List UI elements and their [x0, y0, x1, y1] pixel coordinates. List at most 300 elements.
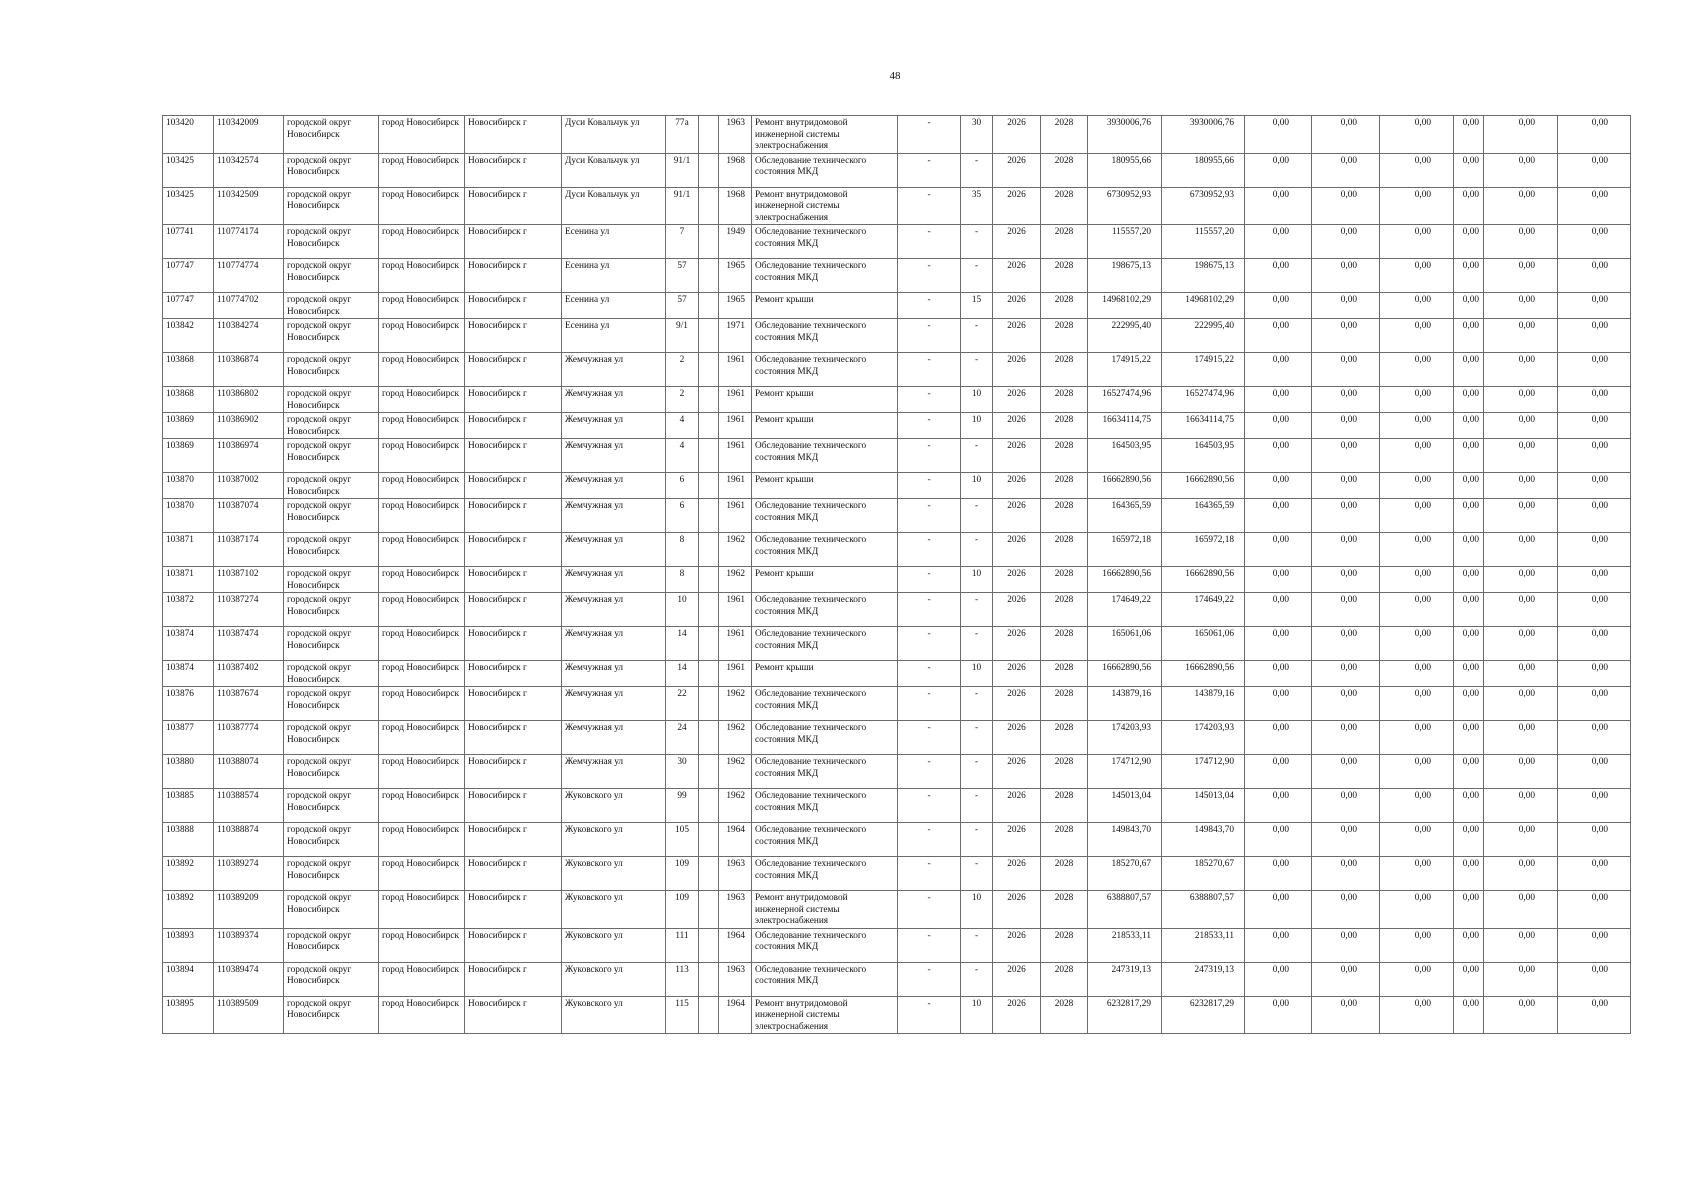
end-year-cell: 2028	[1041, 293, 1088, 319]
start-year-cell: 2026	[993, 439, 1041, 473]
page-number: 48	[889, 70, 901, 82]
build-year-cell: 1961	[719, 387, 752, 413]
amount-cell-3: 0,00	[1380, 533, 1454, 567]
city-cell: Новосибирск г	[465, 499, 562, 533]
table-row	[163, 823, 1631, 857]
district-cell: городской округ Новосибирск	[284, 353, 379, 387]
amount-cell-1: 0,00	[1245, 259, 1312, 293]
amount-cell-6: 0,00	[1558, 996, 1631, 1034]
row-code-cell: 103425	[163, 187, 214, 225]
row-code-cell: 103870	[163, 473, 214, 499]
total-cost-cell: 145013,04	[1162, 789, 1245, 823]
table-row	[163, 473, 1631, 499]
table-row	[163, 439, 1631, 473]
row-id-cell: 110388574	[214, 789, 284, 823]
end-year-cell: 2028	[1041, 721, 1088, 755]
amount-cell-3: 0,00	[1380, 353, 1454, 387]
work-type-cell: Обследование технического состояния МКД	[752, 225, 898, 259]
street-cell: Жемчужная ул	[562, 353, 666, 387]
table-row	[163, 962, 1631, 996]
work-type-cell: Обследование технического состояния МКД	[752, 319, 898, 353]
term-cell: -	[961, 533, 993, 567]
term-cell: 10	[961, 567, 993, 593]
amount-cell-6: 0,00	[1558, 353, 1631, 387]
table-row	[163, 789, 1631, 823]
city-cell: Новосибирск г	[465, 319, 562, 353]
house-number-cell: 4	[666, 413, 699, 439]
amount-cell-5: 0,00	[1484, 687, 1558, 721]
amount-cell-4: 0,00	[1454, 293, 1484, 319]
term-cell: -	[961, 439, 993, 473]
amount-cell-2: 0,00	[1312, 187, 1380, 225]
start-year-cell: 2026	[993, 473, 1041, 499]
row-id-cell: 110386902	[214, 413, 284, 439]
empty-cell	[699, 533, 719, 567]
row-id-cell: 110388874	[214, 823, 284, 857]
work-type-cell: Обследование технического состояния МКД	[752, 593, 898, 627]
street-cell: Жемчужная ул	[562, 413, 666, 439]
placeholder-cell: -	[898, 533, 961, 567]
amount-cell-4: 0,00	[1454, 225, 1484, 259]
district-cell: городской округ Новосибирск	[284, 259, 379, 293]
table-row	[163, 891, 1631, 929]
amount-cell-2: 0,00	[1312, 789, 1380, 823]
term-cell: 10	[961, 413, 993, 439]
build-year-cell: 1963	[719, 962, 752, 996]
amount-cell-6: 0,00	[1558, 928, 1631, 962]
work-type-cell: Ремонт внутридомовой инженерной системы электроснабжения	[752, 996, 898, 1034]
cost-cell: 218533,11	[1088, 928, 1162, 962]
work-type-cell: Ремонт крыши	[752, 473, 898, 499]
row-code-cell: 103870	[163, 499, 214, 533]
city-cell: Новосибирск г	[465, 567, 562, 593]
cost-cell: 149843,70	[1088, 823, 1162, 857]
table-row	[163, 721, 1631, 755]
city-cell: Новосибирск г	[465, 259, 562, 293]
amount-cell-2: 0,00	[1312, 259, 1380, 293]
amount-cell-2: 0,00	[1312, 533, 1380, 567]
row-id-cell: 110386974	[214, 439, 284, 473]
settlement-cell: город Новосибирск	[379, 567, 465, 593]
row-code-cell: 103869	[163, 413, 214, 439]
amount-cell-5: 0,00	[1484, 387, 1558, 413]
build-year-cell: 1962	[719, 687, 752, 721]
district-cell: городской округ Новосибирск	[284, 593, 379, 627]
cost-cell: 16662890,56	[1088, 473, 1162, 499]
house-number-cell: 99	[666, 789, 699, 823]
amount-cell-5: 0,00	[1484, 293, 1558, 319]
house-number-cell: 9/1	[666, 319, 699, 353]
house-number-cell: 113	[666, 962, 699, 996]
build-year-cell: 1961	[719, 413, 752, 439]
amount-cell-1: 0,00	[1245, 593, 1312, 627]
empty-cell	[699, 187, 719, 225]
empty-cell	[699, 319, 719, 353]
row-code-cell: 103893	[163, 928, 214, 962]
build-year-cell: 1962	[719, 755, 752, 789]
end-year-cell: 2028	[1041, 857, 1088, 891]
row-code-cell: 103892	[163, 891, 214, 929]
amount-cell-6: 0,00	[1558, 721, 1631, 755]
end-year-cell: 2028	[1041, 473, 1088, 499]
amount-cell-3: 0,00	[1380, 116, 1454, 154]
row-id-cell: 110387102	[214, 567, 284, 593]
row-code-cell: 103420	[163, 116, 214, 154]
table-row	[163, 153, 1631, 187]
amount-cell-3: 0,00	[1380, 627, 1454, 661]
work-type-cell: Обследование технического состояния МКД	[752, 533, 898, 567]
empty-cell	[699, 259, 719, 293]
amount-cell-5: 0,00	[1484, 353, 1558, 387]
cost-cell: 198675,13	[1088, 259, 1162, 293]
amount-cell-2: 0,00	[1312, 627, 1380, 661]
end-year-cell: 2028	[1041, 823, 1088, 857]
district-cell: городской округ Новосибирск	[284, 387, 379, 413]
street-cell: Есенина ул	[562, 293, 666, 319]
amount-cell-6: 0,00	[1558, 687, 1631, 721]
cost-cell: 145013,04	[1088, 789, 1162, 823]
row-code-cell: 103892	[163, 857, 214, 891]
term-cell: -	[961, 823, 993, 857]
row-code-cell: 103876	[163, 687, 214, 721]
settlement-cell: город Новосибирск	[379, 153, 465, 187]
cost-cell: 174649,22	[1088, 593, 1162, 627]
work-type-cell: Обследование технического состояния МКД	[752, 928, 898, 962]
start-year-cell: 2026	[993, 857, 1041, 891]
placeholder-cell: -	[898, 593, 961, 627]
amount-cell-2: 0,00	[1312, 499, 1380, 533]
row-id-cell: 110387174	[214, 533, 284, 567]
total-cost-cell: 164503,95	[1162, 439, 1245, 473]
build-year-cell: 1962	[719, 567, 752, 593]
amount-cell-2: 0,00	[1312, 116, 1380, 154]
amount-cell-5: 0,00	[1484, 823, 1558, 857]
empty-cell	[699, 891, 719, 929]
table-row	[163, 857, 1631, 891]
table-row	[163, 116, 1631, 154]
amount-cell-6: 0,00	[1558, 473, 1631, 499]
placeholder-cell: -	[898, 153, 961, 187]
amount-cell-5: 0,00	[1484, 627, 1558, 661]
house-number-cell: 105	[666, 823, 699, 857]
city-cell: Новосибирск г	[465, 533, 562, 567]
build-year-cell: 1968	[719, 153, 752, 187]
term-cell: -	[961, 593, 993, 627]
amount-cell-1: 0,00	[1245, 439, 1312, 473]
table-row	[163, 533, 1631, 567]
work-type-cell: Обследование технического состояния МКД	[752, 823, 898, 857]
amount-cell-4: 0,00	[1454, 499, 1484, 533]
cost-cell: 222995,40	[1088, 319, 1162, 353]
city-cell: Новосибирск г	[465, 439, 562, 473]
amount-cell-5: 0,00	[1484, 721, 1558, 755]
district-cell: городской округ Новосибирск	[284, 567, 379, 593]
amount-cell-2: 0,00	[1312, 387, 1380, 413]
amount-cell-2: 0,00	[1312, 928, 1380, 962]
city-cell: Новосибирск г	[465, 891, 562, 929]
build-year-cell: 1964	[719, 928, 752, 962]
amount-cell-3: 0,00	[1380, 928, 1454, 962]
amount-cell-1: 0,00	[1245, 627, 1312, 661]
placeholder-cell: -	[898, 627, 961, 661]
table-row	[163, 996, 1631, 1034]
amount-cell-5: 0,00	[1484, 661, 1558, 687]
amount-cell-4: 0,00	[1454, 259, 1484, 293]
row-code-cell: 103888	[163, 823, 214, 857]
total-cost-cell: 165061,06	[1162, 627, 1245, 661]
street-cell: Жуковского ул	[562, 823, 666, 857]
amount-cell-6: 0,00	[1558, 499, 1631, 533]
amount-cell-4: 0,00	[1454, 823, 1484, 857]
amount-cell-4: 0,00	[1454, 116, 1484, 154]
start-year-cell: 2026	[993, 353, 1041, 387]
start-year-cell: 2026	[993, 661, 1041, 687]
district-cell: городской округ Новосибирск	[284, 499, 379, 533]
amount-cell-6: 0,00	[1558, 755, 1631, 789]
start-year-cell: 2026	[993, 627, 1041, 661]
empty-cell	[699, 996, 719, 1034]
cost-cell: 3930006,76	[1088, 116, 1162, 154]
table-row	[163, 928, 1631, 962]
street-cell: Жуковского ул	[562, 789, 666, 823]
district-cell: городской округ Новосибирск	[284, 962, 379, 996]
cost-cell: 115557,20	[1088, 225, 1162, 259]
amount-cell-2: 0,00	[1312, 962, 1380, 996]
row-code-cell: 103868	[163, 353, 214, 387]
amount-cell-1: 0,00	[1245, 413, 1312, 439]
house-number-cell: 2	[666, 387, 699, 413]
street-cell: Жемчужная ул	[562, 473, 666, 499]
amount-cell-5: 0,00	[1484, 567, 1558, 593]
work-type-cell: Ремонт внутридомовой инженерной системы электроснабжения	[752, 116, 898, 154]
total-cost-cell: 165972,18	[1162, 533, 1245, 567]
start-year-cell: 2026	[993, 225, 1041, 259]
amount-cell-2: 0,00	[1312, 687, 1380, 721]
row-code-cell: 103871	[163, 533, 214, 567]
amount-cell-4: 0,00	[1454, 962, 1484, 996]
amount-cell-1: 0,00	[1245, 473, 1312, 499]
row-id-cell: 110389509	[214, 996, 284, 1034]
amount-cell-6: 0,00	[1558, 627, 1631, 661]
amount-cell-5: 0,00	[1484, 928, 1558, 962]
cost-cell: 174203,93	[1088, 721, 1162, 755]
district-cell: городской округ Новосибирск	[284, 116, 379, 154]
amount-cell-6: 0,00	[1558, 857, 1631, 891]
row-code-cell: 103872	[163, 593, 214, 627]
row-code-cell: 107747	[163, 259, 214, 293]
district-cell: городской округ Новосибирск	[284, 319, 379, 353]
amount-cell-4: 0,00	[1454, 996, 1484, 1034]
work-type-cell: Обследование технического состояния МКД	[752, 259, 898, 293]
amount-cell-4: 0,00	[1454, 533, 1484, 567]
end-year-cell: 2028	[1041, 627, 1088, 661]
row-id-cell: 110387402	[214, 661, 284, 687]
total-cost-cell: 16662890,56	[1162, 567, 1245, 593]
amount-cell-3: 0,00	[1380, 891, 1454, 929]
build-year-cell: 1962	[719, 533, 752, 567]
amount-cell-1: 0,00	[1245, 755, 1312, 789]
cost-cell: 165061,06	[1088, 627, 1162, 661]
row-id-cell: 110387674	[214, 687, 284, 721]
work-type-cell: Ремонт крыши	[752, 567, 898, 593]
amount-cell-6: 0,00	[1558, 259, 1631, 293]
start-year-cell: 2026	[993, 928, 1041, 962]
empty-cell	[699, 661, 719, 687]
district-cell: городской округ Новосибирск	[284, 533, 379, 567]
term-cell: -	[961, 789, 993, 823]
placeholder-cell: -	[898, 721, 961, 755]
repair-program-table	[162, 115, 1631, 1034]
amount-cell-3: 0,00	[1380, 153, 1454, 187]
empty-cell	[699, 789, 719, 823]
work-type-cell: Обследование технического состояния МКД	[752, 755, 898, 789]
placeholder-cell: -	[898, 293, 961, 319]
street-cell: Есенина ул	[562, 225, 666, 259]
end-year-cell: 2028	[1041, 789, 1088, 823]
total-cost-cell: 6232817,29	[1162, 996, 1245, 1034]
work-type-cell: Ремонт внутридомовой инженерной системы электроснабжения	[752, 891, 898, 929]
cost-cell: 174915,22	[1088, 353, 1162, 387]
table-row	[163, 627, 1631, 661]
cost-cell: 16662890,56	[1088, 567, 1162, 593]
settlement-cell: город Новосибирск	[379, 755, 465, 789]
row-code-cell: 107741	[163, 225, 214, 259]
district-cell: городской округ Новосибирск	[284, 187, 379, 225]
amount-cell-1: 0,00	[1245, 721, 1312, 755]
build-year-cell: 1963	[719, 891, 752, 929]
build-year-cell: 1968	[719, 187, 752, 225]
amount-cell-4: 0,00	[1454, 153, 1484, 187]
build-year-cell: 1961	[719, 627, 752, 661]
house-number-cell: 109	[666, 891, 699, 929]
term-cell: -	[961, 721, 993, 755]
total-cost-cell: 3930006,76	[1162, 116, 1245, 154]
city-cell: Новосибирск г	[465, 225, 562, 259]
end-year-cell: 2028	[1041, 259, 1088, 293]
house-number-cell: 6	[666, 473, 699, 499]
amount-cell-6: 0,00	[1558, 439, 1631, 473]
amount-cell-2: 0,00	[1312, 353, 1380, 387]
total-cost-cell: 174649,22	[1162, 593, 1245, 627]
amount-cell-4: 0,00	[1454, 439, 1484, 473]
settlement-cell: город Новосибирск	[379, 187, 465, 225]
settlement-cell: город Новосибирск	[379, 413, 465, 439]
term-cell: -	[961, 319, 993, 353]
cost-cell: 16662890,56	[1088, 661, 1162, 687]
amount-cell-1: 0,00	[1245, 567, 1312, 593]
amount-cell-5: 0,00	[1484, 755, 1558, 789]
work-type-cell: Обследование технического состояния МКД	[752, 499, 898, 533]
table-row	[163, 293, 1631, 319]
amount-cell-5: 0,00	[1484, 593, 1558, 627]
amount-cell-4: 0,00	[1454, 627, 1484, 661]
street-cell: Жуковского ул	[562, 962, 666, 996]
settlement-cell: город Новосибирск	[379, 996, 465, 1034]
empty-cell	[699, 413, 719, 439]
term-cell: 10	[961, 891, 993, 929]
total-cost-cell: 16662890,56	[1162, 473, 1245, 499]
placeholder-cell: -	[898, 857, 961, 891]
end-year-cell: 2028	[1041, 567, 1088, 593]
district-cell: городской округ Новосибирск	[284, 439, 379, 473]
cost-cell: 164365,59	[1088, 499, 1162, 533]
cost-cell: 180955,66	[1088, 153, 1162, 187]
row-id-cell: 110342509	[214, 187, 284, 225]
start-year-cell: 2026	[993, 567, 1041, 593]
total-cost-cell: 6388807,57	[1162, 891, 1245, 929]
start-year-cell: 2026	[993, 996, 1041, 1034]
row-code-cell: 103877	[163, 721, 214, 755]
house-number-cell: 8	[666, 533, 699, 567]
placeholder-cell: -	[898, 789, 961, 823]
term-cell: 30	[961, 116, 993, 154]
end-year-cell: 2028	[1041, 499, 1088, 533]
street-cell: Жемчужная ул	[562, 721, 666, 755]
settlement-cell: город Новосибирск	[379, 687, 465, 721]
amount-cell-6: 0,00	[1558, 962, 1631, 996]
amount-cell-6: 0,00	[1558, 661, 1631, 687]
amount-cell-1: 0,00	[1245, 293, 1312, 319]
house-number-cell: 8	[666, 567, 699, 593]
end-year-cell: 2028	[1041, 387, 1088, 413]
amount-cell-1: 0,00	[1245, 996, 1312, 1034]
amount-cell-1: 0,00	[1245, 116, 1312, 154]
build-year-cell: 1965	[719, 293, 752, 319]
empty-cell	[699, 857, 719, 891]
street-cell: Жемчужная ул	[562, 567, 666, 593]
street-cell: Жуковского ул	[562, 857, 666, 891]
work-type-cell: Обследование технического состояния МКД	[752, 857, 898, 891]
placeholder-cell: -	[898, 823, 961, 857]
street-cell: Жуковского ул	[562, 891, 666, 929]
amount-cell-6: 0,00	[1558, 187, 1631, 225]
house-number-cell: 109	[666, 857, 699, 891]
settlement-cell: город Новосибирск	[379, 857, 465, 891]
row-id-cell: 110389474	[214, 962, 284, 996]
cost-cell: 6388807,57	[1088, 891, 1162, 929]
amount-cell-5: 0,00	[1484, 116, 1558, 154]
row-code-cell: 107747	[163, 293, 214, 319]
district-cell: городской округ Новосибирск	[284, 721, 379, 755]
amount-cell-4: 0,00	[1454, 857, 1484, 891]
row-code-cell: 103874	[163, 661, 214, 687]
empty-cell	[699, 116, 719, 154]
settlement-cell: город Новосибирск	[379, 789, 465, 823]
amount-cell-5: 0,00	[1484, 187, 1558, 225]
amount-cell-6: 0,00	[1558, 153, 1631, 187]
district-cell: городской округ Новосибирск	[284, 891, 379, 929]
amount-cell-1: 0,00	[1245, 891, 1312, 929]
cost-cell: 6730952,93	[1088, 187, 1162, 225]
amount-cell-2: 0,00	[1312, 593, 1380, 627]
end-year-cell: 2028	[1041, 353, 1088, 387]
settlement-cell: город Новосибирск	[379, 293, 465, 319]
empty-cell	[699, 353, 719, 387]
build-year-cell: 1961	[719, 439, 752, 473]
table-row	[163, 319, 1631, 353]
work-type-cell: Обследование технического состояния МКД	[752, 962, 898, 996]
amount-cell-5: 0,00	[1484, 533, 1558, 567]
row-code-cell: 103842	[163, 319, 214, 353]
street-cell: Есенина ул	[562, 259, 666, 293]
house-number-cell: 91/1	[666, 187, 699, 225]
build-year-cell: 1961	[719, 473, 752, 499]
start-year-cell: 2026	[993, 823, 1041, 857]
empty-cell	[699, 387, 719, 413]
end-year-cell: 2028	[1041, 413, 1088, 439]
placeholder-cell: -	[898, 187, 961, 225]
term-cell: -	[961, 687, 993, 721]
